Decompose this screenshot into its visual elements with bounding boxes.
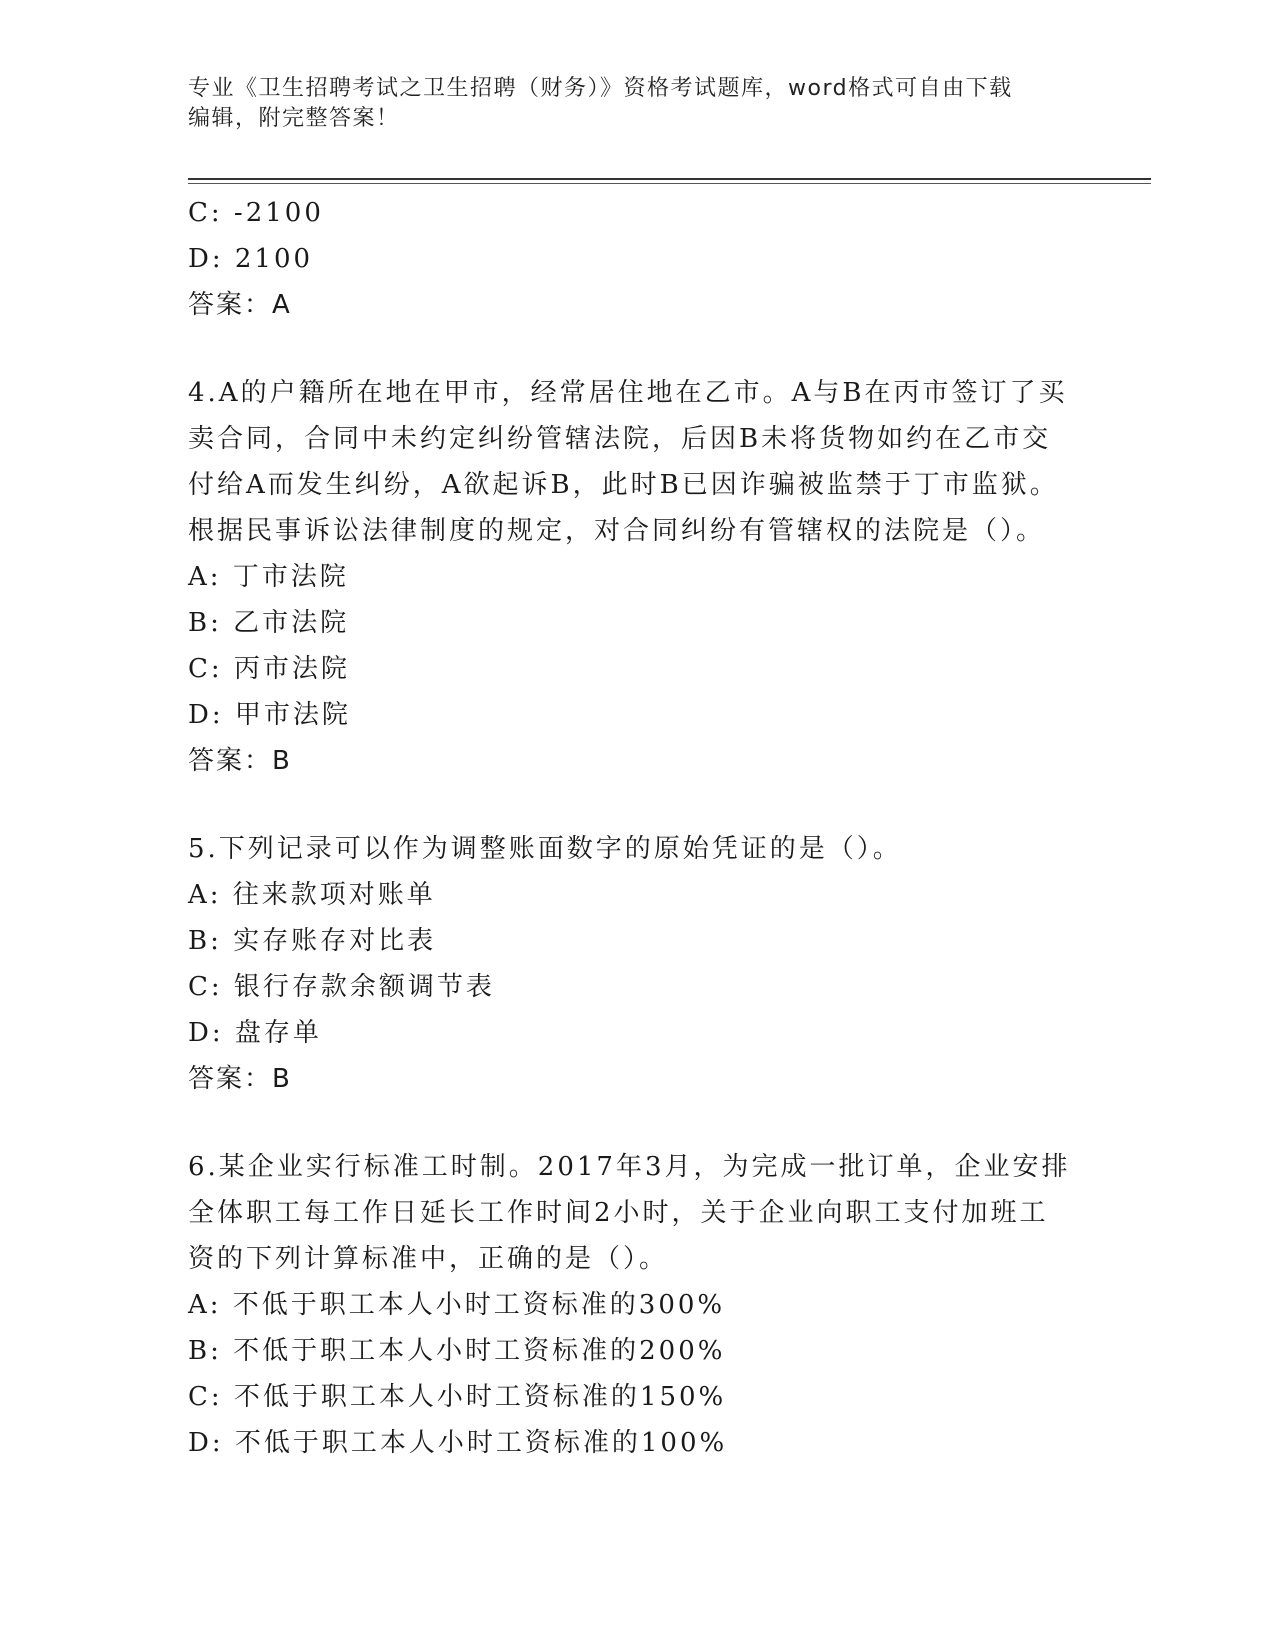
question-stem-line: 4.A的户籍所在地在甲市，经常居住地在乙市。A与B在丙市签订了买 — [188, 378, 1068, 408]
question-stem-line: 根据民事诉讼法律制度的规定，对合同纠纷有管辖权的法院是（）。 — [188, 516, 1046, 546]
header-divider-thin — [188, 183, 1151, 184]
answer: 答案：B — [188, 1064, 292, 1094]
question-6 — [188, 1144, 1088, 1466]
option-a: A: 不低于职工本人小时工资标准的300% — [188, 1290, 726, 1320]
option-c: C: -2100 — [188, 198, 324, 228]
question-stem: 5.下列记录可以作为调整账面数字的原始凭证的是（）。 — [188, 834, 902, 864]
answer: 答案：B — [188, 746, 292, 776]
header-line-2: 编辑，附完整答案！ — [188, 106, 400, 131]
question-stem-line: 付给A而发生纠纷，A欲起诉B，此时B已因诈骗被监禁于丁市监狱。 — [188, 470, 1059, 500]
option-b: B: 乙市法院 — [188, 608, 350, 638]
header-divider-thick — [188, 178, 1151, 180]
spacer — [188, 1102, 1088, 1144]
option-d: D: 2100 — [188, 244, 314, 274]
question-stem-line: 卖合同，合同中未约定纠纷管辖法院，后因B未将货物如约在乙市交 — [188, 424, 1052, 454]
option-d: D: 甲市法院 — [188, 700, 351, 730]
option-d: D: 不低于职工本人小时工资标准的100% — [188, 1428, 728, 1458]
spacer — [188, 328, 1088, 370]
page-header — [188, 74, 1068, 134]
option-b: B: 不低于职工本人小时工资标准的200% — [188, 1336, 726, 1366]
header-line-1: 专业《卫生招聘考试之卫生招聘（财务）》资格考试题库，word格式可自由下载 — [188, 76, 1013, 101]
option-b: B: 实存账存对比表 — [188, 926, 437, 956]
question-content — [188, 190, 1088, 1466]
question-stem-line: 资的下列计算标准中，正确的是（）。 — [188, 1244, 669, 1274]
option-a: A: 丁市法院 — [188, 562, 349, 592]
spacer — [188, 784, 1088, 826]
question-stem-line: 全体职工每工作日延长工作时间2小时，关于企业向职工支付加班工 — [188, 1198, 1049, 1228]
option-c: C: 丙市法院 — [188, 654, 350, 684]
question-4 — [188, 370, 1088, 784]
question-5 — [188, 826, 1088, 1102]
option-c: C: 银行存款余额调节表 — [188, 972, 495, 1002]
option-d: D: 盘存单 — [188, 1018, 322, 1048]
option-a: A: 往来款项对账单 — [188, 880, 436, 910]
option-c: C: 不低于职工本人小时工资标准的150% — [188, 1382, 727, 1412]
question-3-tail — [188, 190, 1088, 328]
answer: 答案：A — [188, 290, 292, 320]
question-stem-line: 6.某企业实行标准工时制。2017年3月，为完成一批订单，企业安排 — [188, 1152, 1071, 1182]
